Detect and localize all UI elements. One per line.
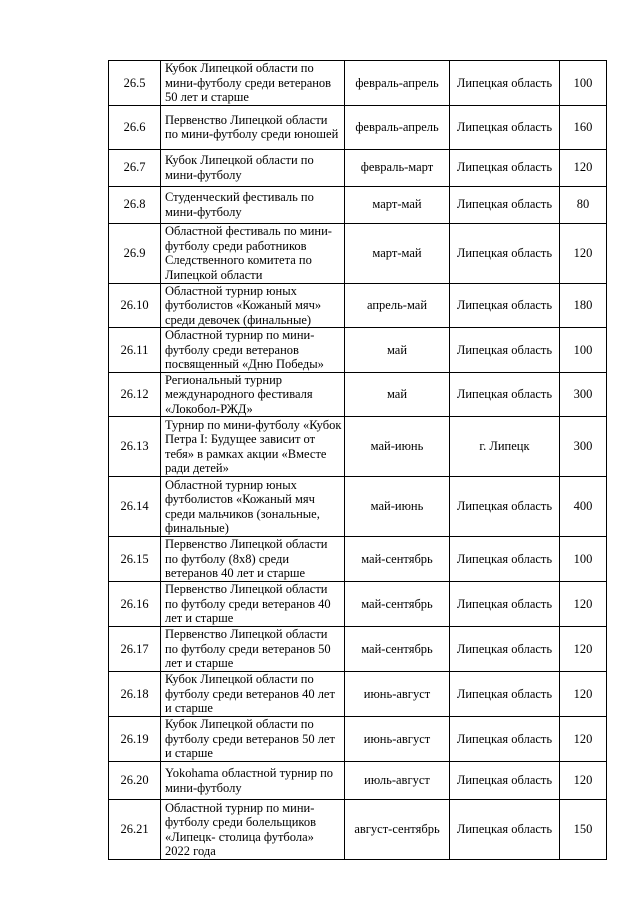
event-name: Областной фестиваль по мини-футболу среди работников Следственного комитета по Липецкой области (161, 223, 345, 283)
event-dates: февраль-апрель (345, 61, 450, 106)
event-place: Липецкая область (450, 61, 560, 106)
table-row (109, 372, 607, 417)
event-dates: май-сентябрь (345, 537, 450, 582)
participant-count: 300 (560, 417, 607, 477)
event-name: Кубок Липецкой области по футболу среди ветеранов 50 лет и старше (161, 717, 345, 762)
table-row (109, 800, 607, 860)
participant-count: 120 (560, 762, 607, 800)
event-place: Липецкая область (450, 672, 560, 717)
event-name: Региональный турнир международного фестиваля «Локобол-РЖД» (161, 372, 345, 417)
row-number: 26.11 (109, 328, 161, 373)
event-dates: май-июнь (345, 417, 450, 477)
event-place: Липецкая область (450, 582, 560, 627)
table-row (109, 61, 607, 106)
event-name: Областной турнир по мини-футболу среди ветеранов посвященный «Дню Победы» (161, 328, 345, 373)
event-name: Первенство Липецкой области по футболу (8х8) среди ветеранов 40 лет и старше (161, 537, 345, 582)
table-row (109, 762, 607, 800)
participant-count: 120 (560, 149, 607, 186)
event-name: Кубок Липецкой области по мини-футболу среди ветеранов 50 лет и старше (161, 61, 345, 106)
table-row (109, 717, 607, 762)
table-row (109, 223, 607, 283)
event-dates: август-сентябрь (345, 800, 450, 860)
event-name: Первенство Липецкой области по футболу среди ветеранов 50 лет и старше (161, 627, 345, 672)
row-number: 26.15 (109, 537, 161, 582)
participant-count: 120 (560, 223, 607, 283)
table-row (109, 186, 607, 223)
event-place: Липецкая область (450, 186, 560, 223)
event-dates: май-сентябрь (345, 582, 450, 627)
event-name: Кубок Липецкой области по мини-футболу (161, 149, 345, 186)
event-name: Областной турнир юных футболистов «Кожаный мяч среди мальчиков (зональные, финальные) (161, 477, 345, 537)
event-dates: февраль-апрель (345, 105, 450, 149)
row-number: 26.20 (109, 762, 161, 800)
event-place: Липецкая область (450, 283, 560, 328)
participant-count: 80 (560, 186, 607, 223)
event-place: Липецкая область (450, 800, 560, 860)
event-name: Первенство Липецкой области по мини-футболу среди юношей (161, 105, 345, 149)
table-row (109, 537, 607, 582)
event-dates: май (345, 328, 450, 373)
event-name: Первенство Липецкой области по футболу среди ветеранов 40 лет и старше (161, 582, 345, 627)
row-number: 26.12 (109, 372, 161, 417)
participant-count: 400 (560, 477, 607, 537)
event-place: Липецкая область (450, 328, 560, 373)
event-place: Липецкая область (450, 762, 560, 800)
table-row (109, 328, 607, 373)
row-number: 26.19 (109, 717, 161, 762)
table-row (109, 477, 607, 537)
table-row (109, 283, 607, 328)
row-number: 26.8 (109, 186, 161, 223)
row-number: 26.14 (109, 477, 161, 537)
table-row (109, 582, 607, 627)
participant-count: 120 (560, 627, 607, 672)
row-number: 26.10 (109, 283, 161, 328)
table-row (109, 627, 607, 672)
table-row (109, 105, 607, 149)
row-number: 26.9 (109, 223, 161, 283)
participant-count: 160 (560, 105, 607, 149)
row-number: 26.6 (109, 105, 161, 149)
event-place: Липецкая область (450, 627, 560, 672)
event-dates: март-май (345, 223, 450, 283)
event-place: Липецкая область (450, 223, 560, 283)
participant-count: 100 (560, 328, 607, 373)
participant-count: 100 (560, 61, 607, 106)
event-place: Липецкая область (450, 372, 560, 417)
event-name: Турнир по мини-футболу «Кубок Петра I: Будущее зависит от тебя» в рамках акции «Вместе ради детей» (161, 417, 345, 477)
row-number: 26.17 (109, 627, 161, 672)
participant-count: 120 (560, 672, 607, 717)
event-name: Областной турнир юных футболистов «Кожаный мяч» среди девочек (финальные) (161, 283, 345, 328)
row-number: 26.18 (109, 672, 161, 717)
table-row (109, 417, 607, 477)
event-place: Липецкая область (450, 717, 560, 762)
row-number: 26.16 (109, 582, 161, 627)
participant-count: 180 (560, 283, 607, 328)
event-name: Кубок Липецкой области по футболу среди ветеранов 40 лет и старше (161, 672, 345, 717)
event-place: Липецкая область (450, 105, 560, 149)
participant-count: 150 (560, 800, 607, 860)
event-dates: март-май (345, 186, 450, 223)
participant-count: 120 (560, 717, 607, 762)
event-place: Липецкая область (450, 477, 560, 537)
event-dates: февраль-март (345, 149, 450, 186)
participant-count: 100 (560, 537, 607, 582)
event-name: Областной турнир по мини-футболу среди болельщиков «Липецк- столица футбола» 2022 года (161, 800, 345, 860)
event-place: Липецкая область (450, 149, 560, 186)
participant-count: 120 (560, 582, 607, 627)
table-row (109, 149, 607, 186)
row-number: 26.21 (109, 800, 161, 860)
event-dates: май-июнь (345, 477, 450, 537)
event-dates: июнь-август (345, 672, 450, 717)
participant-count: 300 (560, 372, 607, 417)
events-table (108, 60, 607, 860)
event-place: Липецкая область (450, 537, 560, 582)
event-dates: май (345, 372, 450, 417)
row-number: 26.7 (109, 149, 161, 186)
event-dates: май-сентябрь (345, 627, 450, 672)
event-name: Студенческий фестиваль по мини-футболу (161, 186, 345, 223)
event-dates: июль-август (345, 762, 450, 800)
table-row (109, 672, 607, 717)
event-name: Yokohama областной турнир по мини-футболу (161, 762, 345, 800)
event-place: г. Липецк (450, 417, 560, 477)
event-dates: июнь-август (345, 717, 450, 762)
row-number: 26.13 (109, 417, 161, 477)
row-number: 26.5 (109, 61, 161, 106)
event-dates: апрель-май (345, 283, 450, 328)
